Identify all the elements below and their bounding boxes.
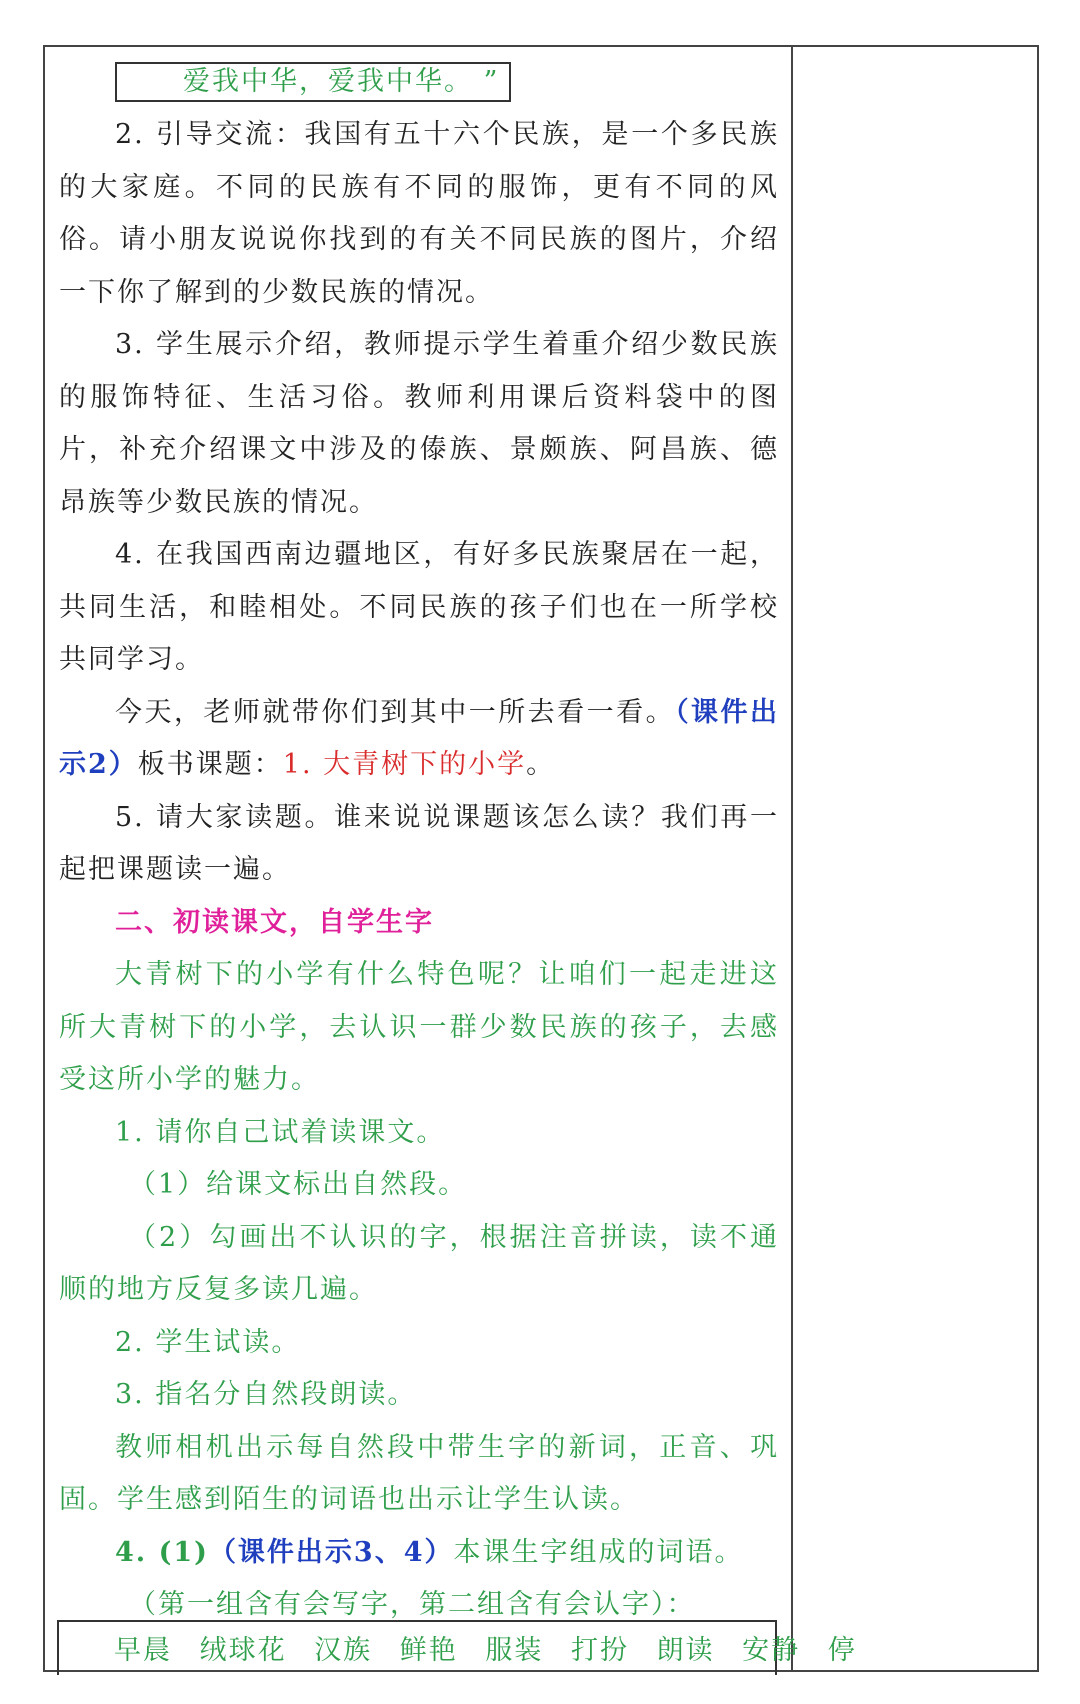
intro-paragraph: 大青树下的小学有什么特色呢？让咱们一起走进这所大青树下的小学，去认识一群少数民族的孩子，去感受这所小学的魅力。 xyxy=(59,959,779,1095)
board-label: 板书课题： xyxy=(137,749,283,780)
section-2-heading: 二、初读课文，自学生字 xyxy=(115,906,434,938)
word-item: 朗读 xyxy=(656,1635,715,1666)
word-item: 服装 xyxy=(485,1635,544,1666)
step-1a: （1）给课文标出自然段。 xyxy=(129,1169,468,1200)
paragraph-5: 5. 请大家读题。谁来说说课题该怎么读？我们再一起把课题读一遍。 xyxy=(59,801,779,885)
groups-note: （第一组含有会写字，第二组含有会认字）： xyxy=(129,1589,696,1620)
step-4-number: 4. (1) xyxy=(115,1536,209,1568)
word-item: 汉族 xyxy=(314,1635,373,1666)
word-item: 早晨 xyxy=(114,1635,172,1666)
word-item: 绒球花 xyxy=(199,1635,287,1666)
step-3-note: 教师相机出示每自然段中带生字的新词，正音、巩固。学生感到陌生的词语也出示让学生认读。 xyxy=(59,1431,779,1515)
paragraph-3: 3. 学生展示介绍，教师提示学生着重介绍少数民族的服饰特征、生活习俗。教师利用课后资料袋中的图片，补充介绍课文中涉及的傣族、景颇族、阿昌族、德昂族等少数民族的情况。 xyxy=(59,329,779,518)
today-text: 今天，老师就带你们到其中一所去看一看。 xyxy=(115,696,676,728)
word-item: 鲜艳 xyxy=(399,1635,458,1666)
column-divider xyxy=(791,47,793,1670)
paragraph-2: 2. 引导交流：我国有五十六个民族，是一个多民族的大家庭。不同的民族有不同的服饰，更有不同的风俗。请小朋友说说你找到的有关不同民族的图片，介绍一下你了解到的少数民族的情况。 xyxy=(59,119,779,308)
courseware-label-2: （课件出示2） xyxy=(59,696,780,780)
word-list-box xyxy=(57,1620,857,1675)
paragraph-4: 4. 在我国西南边疆地区，有好多民族聚居在一起，共同生活，和睦相处。不同民族的孩子们也在一所学校共同学习。 xyxy=(59,539,779,675)
word-row xyxy=(114,1628,874,1667)
step-1: 1. 请你自己试着读课文。 xyxy=(115,1116,446,1148)
step-2: 2. 学生试读。 xyxy=(115,1326,301,1358)
today-paragraph xyxy=(59,687,779,792)
quote-box: 爱我中华，爱我中华。 ” xyxy=(115,62,511,102)
quote-line-row xyxy=(59,55,779,109)
word-item: 停 xyxy=(827,1635,857,1666)
courseware-label-3-4: （课件出示3、4） xyxy=(208,1536,454,1568)
step-1b: （2）勾画出不认识的字，根据注音拼读，读不通顺的地方反复多读几遍。 xyxy=(59,1221,779,1305)
lesson-content xyxy=(59,55,779,1632)
word-item: 打扮 xyxy=(570,1635,629,1666)
lesson-title: 1. 大青树下的小学 xyxy=(282,749,527,780)
lesson-table xyxy=(43,45,1039,1672)
word-item: 安静 xyxy=(742,1635,801,1666)
step-4-text: 本课生字组成的词语。 xyxy=(453,1536,744,1568)
step-4 xyxy=(59,1527,779,1580)
step-3: 3. 指名分自然段朗读。 xyxy=(115,1379,417,1410)
today-end: 。 xyxy=(526,749,556,780)
